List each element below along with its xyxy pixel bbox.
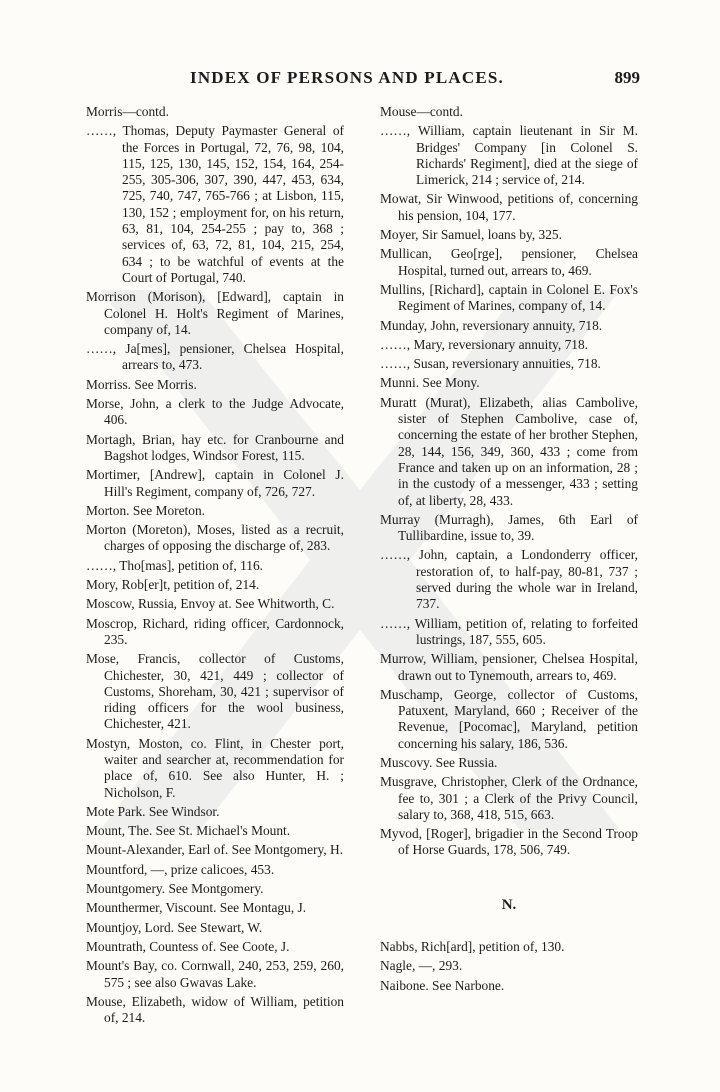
- index-entry: Mostyn, Moston, co. Flint, in Chester port, waiter and searcher at, recommendation for place of, 610. See also Hunter, H. ; Nicholson, F.: [86, 735, 344, 800]
- index-entry: Mountrath, Countess of. See Coote, J.: [86, 938, 290, 954]
- page-header: [0, 68, 720, 92]
- index-subentry: ……, Tho[mas], petition of, 116.: [86, 557, 264, 573]
- index-entry: Munni. See Mony.: [380, 375, 480, 391]
- index-entry: Mountgomery. See Montgomery.: [86, 881, 264, 897]
- index-subentry: ……, John, captain, a Londonderry officer, restoration of, to half-pay, 80-81, 737 ; served during the whole war in Ireland, 737.: [380, 547, 638, 612]
- index-subentry: ……, William, captain lieutenant in Sir M. Bridges' Company [in Colonel S. Richards' Regiment], died at the siege of Limerick, 214 ; service of, 214.: [380, 123, 638, 188]
- index-subentry: ……, Thomas, Deputy Paymaster General of the Forces in Portugal, 72, 76, 98, 104, 115, 125, 130, 145, 152, 154, 164, 254-255, 305-306, 307, 390, 447, 453, 634, 725, 740, 747, 765-766 ; at Lisbon, 115, 130, 152 ; employment for, on his return, 63, 81, 104, 254-255 ; pay to, 368 ; services of, 63, 72, 81, 104, 215, 254, 634 ; to be watchful of events at the Court of Portugal, 740.: [86, 123, 344, 285]
- index-entry: Munday, John, reversionary annuity, 718.: [380, 317, 603, 333]
- index-entry: Morriss. See Morris.: [86, 376, 197, 392]
- page-title: INDEX OF PERSONS AND PLACES.: [190, 68, 504, 87]
- index-entry: Mullins, [Richard], captain in Colonel E. Fox's Regiment of Marines, company of, 14.: [380, 281, 638, 314]
- index-column-right: [380, 104, 638, 997]
- section-letter: N.: [501, 896, 517, 913]
- index-entry: Mortagh, Brian, hay etc. for Cranbourne and Bagshot lodges, Windsor Forest, 115.: [86, 431, 344, 463]
- index-entry: Mortimer, [Andrew], captain in Colonel J. Hill's Regiment, company of, 726, 727.: [86, 467, 344, 499]
- index-entry: Mouse, Elizabeth, widow of William, petition of, 214.: [86, 993, 344, 1026]
- index-entry: Mory, Rob[er]t, petition of, 214.: [86, 577, 260, 593]
- index-entry: Mounthermer, Viscount. See Montagu, J.: [86, 900, 307, 916]
- index-entry: Murrow, William, pensioner, Chelsea Hospital, drawn out to Tynemouth, arrears to, 469.: [380, 651, 638, 683]
- continued-heading: Mouse—contd.: [380, 104, 463, 119]
- index-entry: Morrison (Morison), [Edward], captain in Colonel H. Holt's Regiment of Marines, company of, 14.: [86, 289, 344, 337]
- continued-heading: Morris—contd.: [86, 104, 169, 119]
- index-entry: Muscovy. See Russia.: [380, 754, 498, 770]
- index-entry: Nagle, —, 293.: [380, 958, 463, 974]
- index-entry: Moyer, Sir Samuel, loans by, 325.: [380, 227, 562, 243]
- index-entry: Nabbs, Rich[ard], petition of, 130.: [380, 939, 565, 955]
- index-entry: Moscrop, Richard, riding officer, Cardonnock, 235.: [86, 615, 344, 647]
- index-column-left: [86, 104, 344, 1029]
- index-entry: Morse, John, a clerk to the Judge Advocate, 406.: [86, 396, 344, 428]
- index-entry: Morton (Moreton), Moses, listed as a recruit, charges of opposing the discharge of, 283.: [86, 522, 344, 554]
- index-subentry: ……, Ja[mes], pensioner, Chelsea Hospital, arrears to, 473.: [86, 341, 344, 373]
- index-subentry: ……, Mary, reversionary annuity, 718.: [380, 336, 588, 352]
- index-entry: Myvod, [Roger], brigadier in the Second Troop of Horse Guards, 178, 506, 749.: [380, 826, 638, 858]
- index-entry: Mount, The. See St. Michael's Mount.: [86, 823, 291, 839]
- index-entry: Musgrave, Christopher, Clerk of the Ordnance, fee to, 301 ; a Clerk of the Privy Council, salary to, 368, 418, 515, 663.: [380, 774, 638, 822]
- index-entry: Mote Park. See Windsor.: [86, 803, 220, 819]
- index-entry: Mowat, Sir Winwood, petitions of, concerning his pension, 104, 177.: [380, 191, 638, 223]
- index-entry: Mount's Bay, co. Cornwall, 240, 253, 259, 260, 575 ; see also Gwavas Lake.: [86, 958, 344, 990]
- index-subentry: ……, Susan, reversionary annuities, 718.: [380, 356, 601, 372]
- index-entry: Naibone. See Narbone.: [380, 977, 505, 993]
- index-entry: Mullican, Geo[rge], pensioner, Chelsea Hospital, turned out, arrears to, 469.: [380, 246, 638, 278]
- index-entry: Mountford, —, prize calicoes, 453.: [86, 861, 275, 877]
- page-number: 899: [614, 68, 640, 87]
- index-entry: Morton. See Moreton.: [86, 502, 206, 518]
- index-entry: Murray (Murragh), James, 6th Earl of Tullibardine, issue to, 39.: [380, 511, 638, 544]
- index-entry: Muratt (Murat), Elizabeth, alias Cambolive, sister of Stephen Cambolive, case of, concerning the estate of her brother Stephen, 28, 144, 156, 349, 360, 433 ; come from France and taken up on an information, 28 ; in the custody of a messenger, 433 ; setting of, at liberty, 28, 433.: [380, 394, 638, 508]
- index-entry: Mount-Alexander, Earl of. See Montgomery, H.: [86, 842, 344, 858]
- index-entry: Mountjoy, Lord. See Stewart, W.: [86, 919, 263, 935]
- index-entry: Mose, Francis, collector of Customs, Chichester, 30, 421, 449 ; collector of Customs, Shoreham, 30, 421 ; supervisor of riding officers for the wool business, Chichester, 421.: [86, 651, 344, 732]
- index-subentry: ……, William, petition of, relating to forfeited lustrings, 187, 555, 605.: [380, 615, 638, 647]
- index-entry: Muschamp, George, collector of Customs, Patuxent, Maryland, 660 ; Receiver of the Revenue, [Pocomac], Maryland, petition concerning his salary, 186, 536.: [380, 686, 638, 751]
- index-entry: Moscow, Russia, Envoy at. See Whitworth, C.: [86, 596, 335, 612]
